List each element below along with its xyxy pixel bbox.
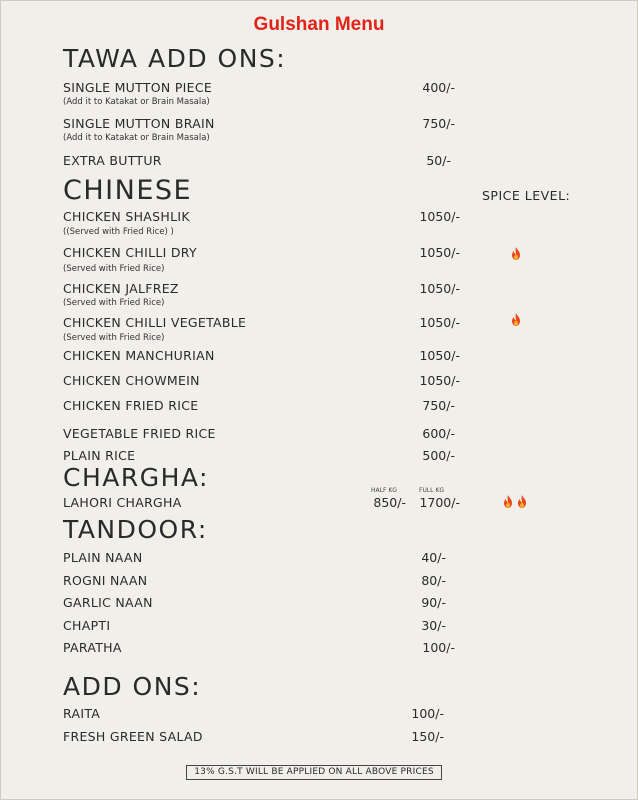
menu-item-price-half: 850/- — [373, 495, 406, 510]
section-title-addons: ADD ONS: — [63, 672, 202, 701]
section-title-chinese: CHINESE — [63, 175, 193, 206]
menu-item-name: LAHORI CHARGHA — [63, 495, 182, 510]
menu-item-price-full: 1700/- — [419, 495, 460, 510]
menu-item-price: 100/- — [411, 706, 444, 721]
menu-item-name: FRESH GREEN SALAD — [63, 729, 203, 744]
flame-icon — [503, 495, 513, 508]
section-title-tawa: TAWA ADD ONS: — [63, 44, 287, 73]
menu-item-price: 750/- — [422, 116, 455, 131]
menu-item-price: 30/- — [421, 618, 446, 633]
flame-icon — [517, 495, 527, 508]
menu-item-price: 80/- — [421, 573, 446, 588]
menu-item-price: 150/- — [411, 729, 444, 744]
page-title: Gulshan Menu — [253, 14, 385, 35]
menu-item-price: 100/- — [422, 640, 455, 655]
gst-note: 13% G.S.T WILL BE APPLIED ON ALL ABOVE PRICES — [186, 765, 442, 780]
menu-item-name: CHICKEN CHOWMEIN — [63, 373, 200, 388]
menu-item-name: PLAIN NAAN — [63, 550, 143, 565]
menu-item-name: CHICKEN FRIED RICE — [63, 398, 199, 413]
menu-item-name: CHICKEN MANCHURIAN — [63, 348, 215, 363]
section-title-chargha: CHARGHA: — [63, 463, 209, 492]
menu-item-price: 1050/- — [419, 315, 460, 330]
menu-item-note: (Served with Fried Rice) — [63, 264, 165, 274]
section-title-tandoor: TANDOOR: — [63, 515, 208, 544]
full-kg-label: FULL KG — [419, 487, 445, 494]
flame-icon — [511, 313, 521, 326]
menu-item-name: CHICKEN JALFREZ — [63, 281, 179, 296]
menu-item-price: 40/- — [421, 550, 446, 565]
half-kg-label: HALF KG — [371, 487, 397, 494]
menu-item-price: 1050/- — [419, 209, 460, 224]
menu-item-note: (Add it to Katakat or Brain Masala) — [63, 97, 210, 107]
menu-item-note: (Served with Fried Rice) — [63, 298, 165, 308]
menu-item-name: CHICKEN CHILLI DRY — [63, 245, 197, 260]
menu-item-price: 600/- — [422, 426, 455, 441]
menu-item-name: CHAPTI — [63, 618, 111, 633]
menu-item-price: 400/- — [422, 80, 455, 95]
menu-item-note: (Served with Fried Rice) — [63, 333, 165, 343]
menu-item-name: CHICKEN SHASHLIK — [63, 209, 190, 224]
menu-item-price: 1050/- — [419, 373, 460, 388]
menu-item-name: EXTRA BUTTUR — [63, 153, 162, 168]
spice-level-label: SPICE LEVEL: — [482, 188, 571, 203]
menu-item-note: (Add it to Katakat or Brain Masala) — [63, 133, 210, 143]
menu-item-price: 90/- — [421, 595, 446, 610]
flame-icon — [511, 247, 521, 260]
menu-item-price: 500/- — [422, 448, 455, 463]
menu-item-name: SINGLE MUTTON PIECE — [63, 80, 213, 95]
menu-item-price: 50/- — [426, 153, 451, 168]
menu-item-price: 1050/- — [419, 348, 460, 363]
menu-item-note: ((Served with Fried Rice) ) — [63, 227, 174, 237]
menu-item-name: GARLIC NAAN — [63, 595, 153, 610]
menu-item-name: RAITA — [63, 706, 101, 721]
menu-item-price: 1050/- — [419, 245, 460, 260]
menu-item-name: CHICKEN CHILLI VEGETABLE — [63, 315, 247, 330]
menu-item-name: PLAIN RICE — [63, 448, 136, 463]
menu-item-name: ROGNI NAAN — [63, 573, 148, 588]
menu-item-price: 1050/- — [419, 281, 460, 296]
menu-item-name: PARATHA — [63, 640, 122, 655]
menu-item-name: SINGLE MUTTON BRAIN — [63, 116, 215, 131]
menu-item-name: VEGETABLE FRIED RICE — [63, 426, 216, 441]
menu-item-price: 750/- — [422, 398, 455, 413]
